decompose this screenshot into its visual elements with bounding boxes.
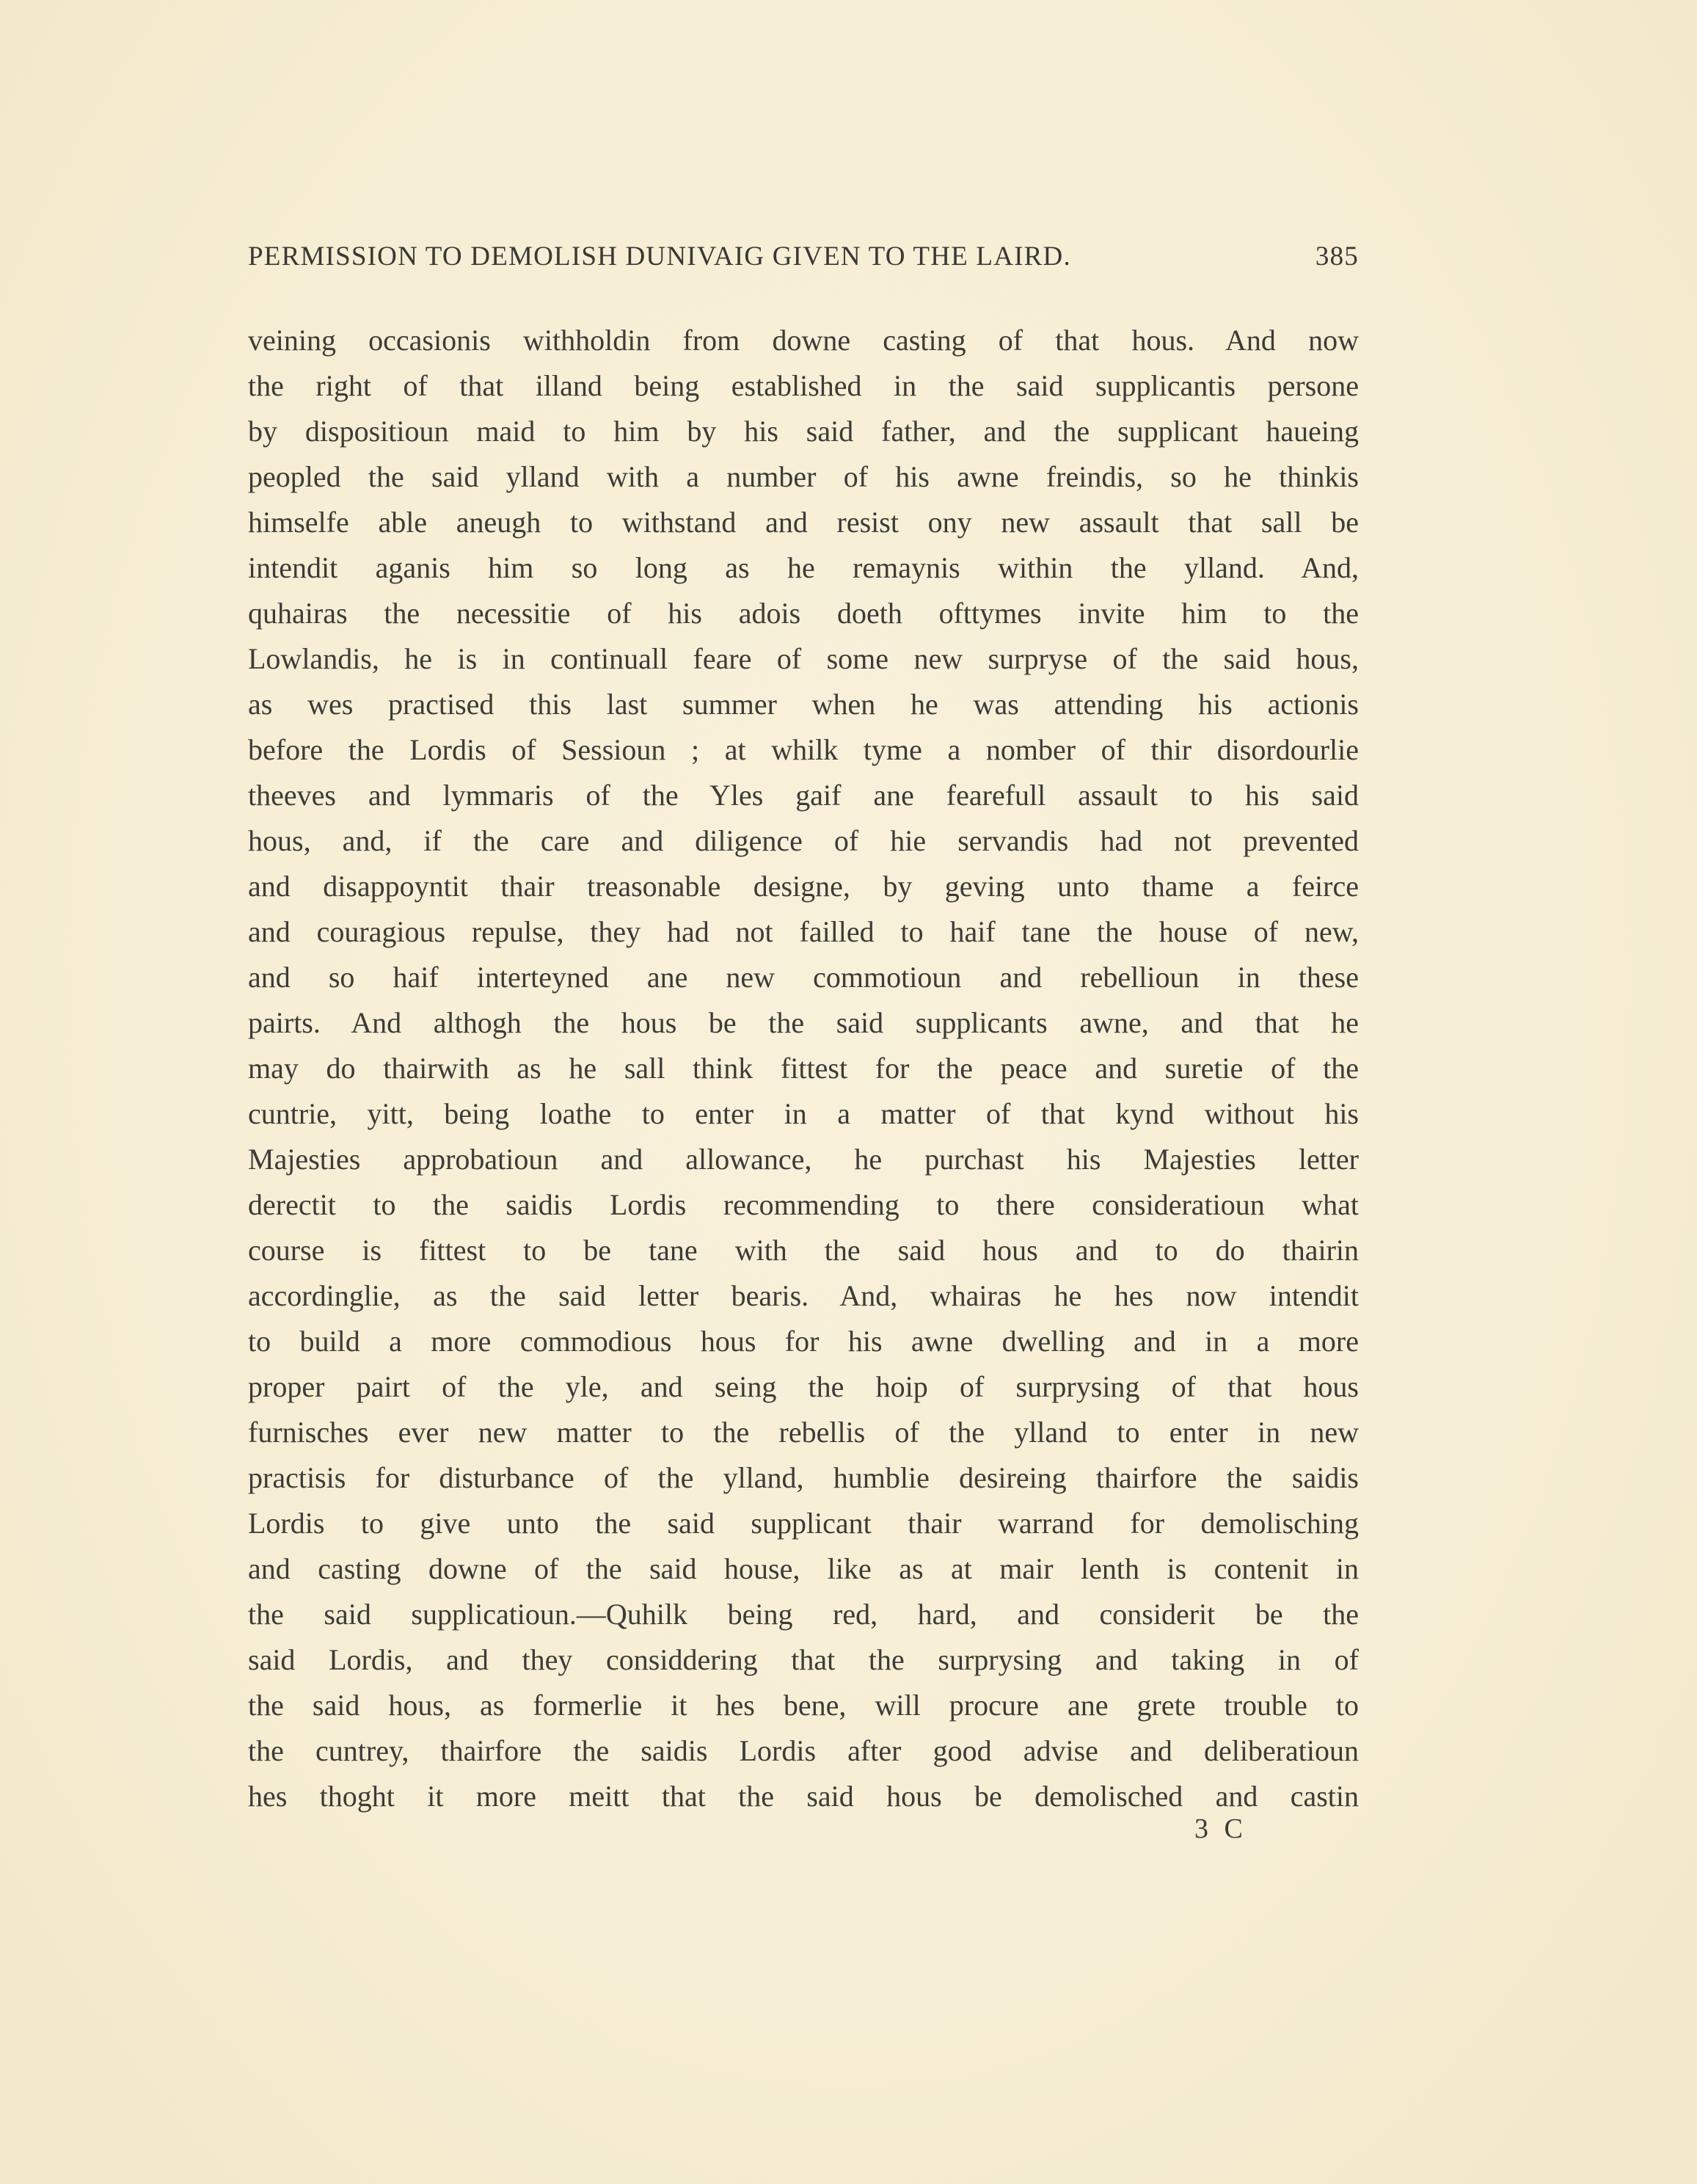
text-line: before the Lordis of Sessioun ; at whilk tyme a nomber of thir disordourlie <box>248 733 1359 766</box>
text-line: Lowlandis, he is in continuall feare of some new surpryse of the said hous, <box>248 642 1359 675</box>
page-number: 385 <box>1315 241 1359 272</box>
text-line: the right of that illand being established in the said supplicantis persone <box>248 369 1359 402</box>
text-line: veining occasionis withholdin from downe casting of that hous. And now <box>248 324 1359 357</box>
running-head <box>248 241 1359 279</box>
text-line: the said hous, as formerlie it hes bene, will procure ane grete trouble to <box>248 1689 1359 1722</box>
text-line: the said supplicatioun.—Quhilk being red, hard, and considerit be the <box>248 1598 1359 1631</box>
running-title: PERMISSION TO DEMOLISH DUNIVAIG GIVEN TO THE LAIRD. <box>248 241 1071 272</box>
text-line: by dispositioun maid to him by his said father, and the supplicant haueing <box>248 415 1359 448</box>
text-line: Majesties approbatioun and allowance, he purchast his Majesties letter <box>248 1143 1359 1176</box>
text-line: and casting downe of the said house, like as at mair lenth is contenit in <box>248 1552 1359 1585</box>
text-line: to build a more commodious hous for his awne dwelling and in a more <box>248 1325 1359 1358</box>
text-line: cuntrie, yitt, being loathe to enter in a matter of that kynd without his <box>248 1097 1359 1130</box>
signature-mark: 3 C <box>1194 1813 1247 1844</box>
text-line: intendit aganis him so long as he remaynis within the ylland. And, <box>248 551 1359 584</box>
text-line: Lordis to give unto the said supplicant thair warrand for demolisching <box>248 1507 1359 1540</box>
text-line: course is fittest to be tane with the said hous and to do thairin <box>248 1234 1359 1267</box>
text-line: himselfe able aneugh to withstand and resist ony new assault that sall be <box>248 506 1359 539</box>
text-line: derectit to the saidis Lordis recommending to there consideratioun what <box>248 1188 1359 1221</box>
text-line: pairts. And althogh the hous be the said supplicants awne, and that he <box>248 1006 1359 1039</box>
text-line: and so haif interteyned ane new commotioun and rebellioun in these <box>248 961 1359 994</box>
text-line: theeves and lymmaris of the Yles gaif ane fearefull assault to his said <box>248 779 1359 812</box>
text-line: as wes practised this last summer when he was attending his actionis <box>248 688 1359 721</box>
body-text <box>248 318 1359 1819</box>
text-line: and disappoyntit thair treasonable designe, by geving unto thame a feirce <box>248 870 1359 903</box>
text-line: proper pairt of the yle, and seing the hoip of surprysing of that hous <box>248 1370 1359 1403</box>
text-line: the cuntrey, thairfore the saidis Lordis after good advise and deliberatioun <box>248 1734 1359 1767</box>
text-line: said Lordis, and they considdering that the surprysing and taking in of <box>248 1643 1359 1676</box>
text-line: hous, and, if the care and diligence of hie servandis had not prevented <box>248 824 1359 857</box>
text-line: quhairas the necessitie of his adois doeth ofttymes invite him to the <box>248 597 1359 630</box>
text-line: and couragious repulse, they had not failled to haif tane the house of new, <box>248 915 1359 948</box>
text-line: hes thoght it more meitt that the said hous be demolisched and castin <box>248 1780 1359 1813</box>
text-line: furnisches ever new matter to the rebellis of the ylland to enter in new <box>248 1416 1359 1449</box>
text-line: peopled the said ylland with a number of his awne freindis, so he thinkis <box>248 460 1359 493</box>
text-line: practisis for disturbance of the ylland, humblie desireing thairfore the saidis <box>248 1461 1359 1494</box>
text-line: accordinglie, as the said letter bearis. And, whairas he hes now intendit <box>248 1279 1359 1312</box>
text-line: may do thairwith as he sall think fittest for the peace and suretie of the <box>248 1052 1359 1085</box>
